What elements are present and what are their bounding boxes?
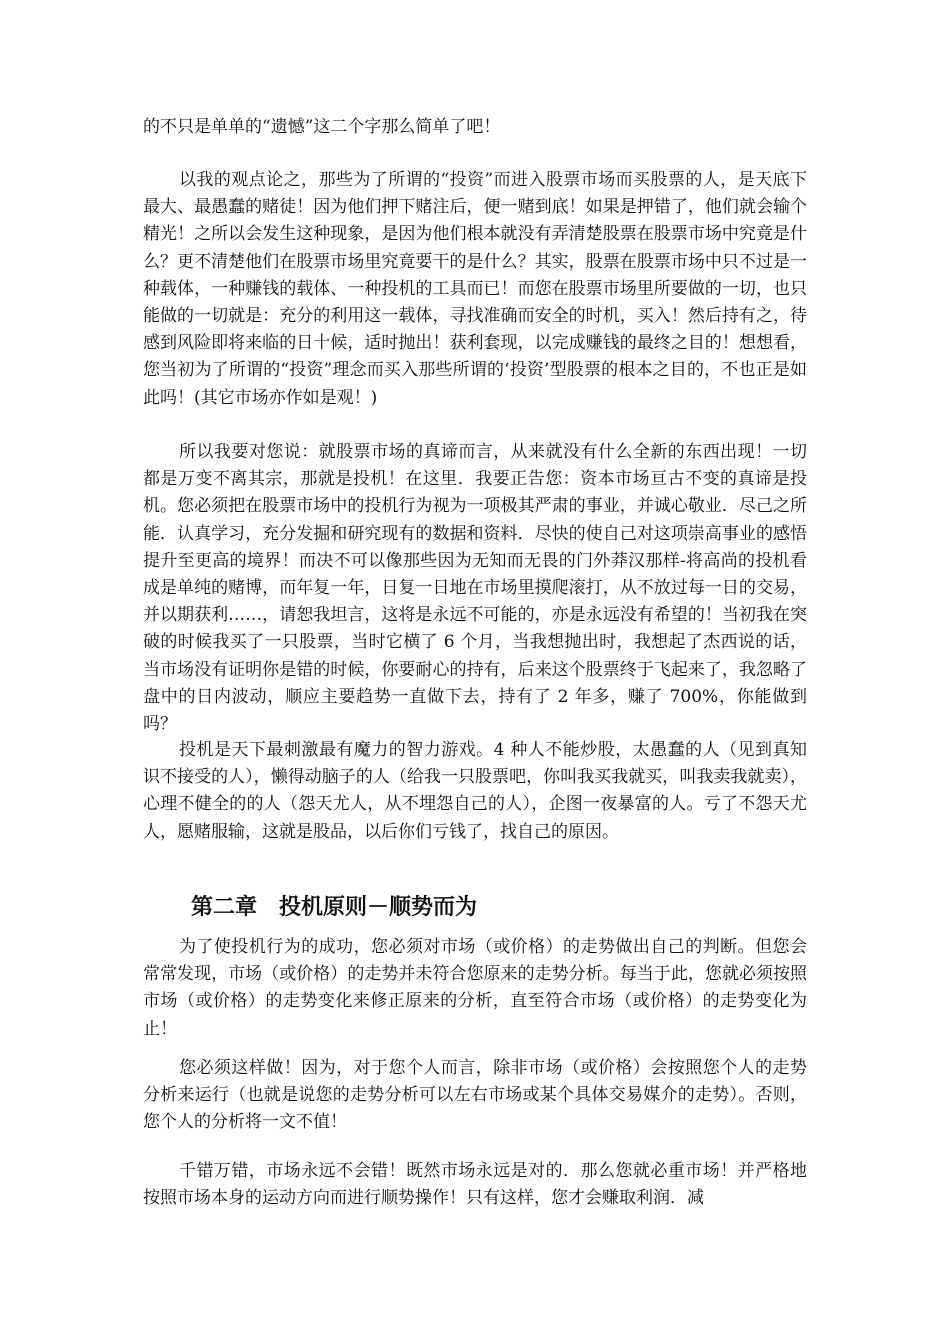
- paragraph-investment-view: 以我的观点论之，那些为了所谓的“投资”而进入股票市场而买股票的人，是天底下最大、最愚蠢的赌徒！因为他们押下赌注后，便一赌到底！如果是押错了，他们就会输个精光！之所以会发生这种现象，是因为他们根本就没有弄清楚股票在股票市场中究竟是什么？更不清楚他们在股票市场里究竟要干的是什么？其实，股票在股票市场中只不过是一种载体，一种赚钱的载体、一种投机的工具而已！而您在股票市场里所要做的一切，也只能做的一切就是：充分的利用这一载体，寻找准确而安全的时机，买入！然后持有之，待感到风险即将来临的日十候，适时抛出！获利套现，以完成赚钱的最终之目的！想想看，您当初为了所谓的“投资”理念而买入那些所谓的‘投资’型股票的根本之目的，不也正是如此吗！(其它市场亦作如是观！): [143, 170, 807, 408]
- paragraph-market-never-wrong: 千错万错，市场永远不会错！既然市场永远是对的．那么您就必重市场！并严格地按照市场本身的运动方向而进行顺势操作！只有这样，您才会赚取利润．减: [143, 1161, 807, 1209]
- paragraph-continuation: 的不只是单单的“遗憾”这二个字那么简单了吧！: [143, 117, 501, 137]
- chapter-heading: 第二章 投机原则－顺势而为: [191, 894, 478, 920]
- paragraph-speculation-game: 投机是天下最刺激最有魔力的智力游戏。4 种人不能炒股，太愚蠢的人（见到真知识不接受的人），懒得动脑子的人（给我一只股票吧，你叫我买我就买，叫我卖我就卖），心理不健全的的人（怨天尤人，从不埋怨自己的人），企图一夜暴富的人。亏了不怨天尤人，愿赌服输，这就是股品，以后你们亏钱了，找自己的原因。: [143, 740, 807, 842]
- paragraph-market-judgement: 为了使投机行为的成功，您必须对市场（或价格）的走势做出自己的判断。但您会常常发现，市场（或价格）的走势并未符合您原来的走势分析。每当于此，您就必须按照市场（或价格）的走势变化来修正原来的分析，直至符合市场（或价格）的走势变化为止！: [143, 937, 807, 1039]
- paragraph-must-follow-market: 您必须这样做！因为，对于您个人而言，除非市场（或价格）会按照您个人的走势分析来运行（也就是说您的走势分析可以左右市场或某个具体交易媒介的走势）。否则，您个人的分析将一文不值！: [143, 1058, 807, 1133]
- paragraph-speculation-essence: 所以我要对您说：就股票市场的真谛而言，从来就没有什么全新的东西出现！一切都是万变不离其宗，那就是投机！在这里．我要正告您：资本市场亘古不变的真谛是投机。您必须把在股票市场中的投机行为视为一项极其严肃的事业，并诚心敬业．尽己之所能．认真学习，充分发掘和研究现有的数据和资料．尽快的使自己对这项崇高事业的感悟提升至更高的境界！而决不可以像那些因为无知而无畏的门外莽汉那样-将高尚的投机看成是单纯的赌博，而年复一年，日复一日地在市场里摸爬滚打，从不放过每一日的交易，并以期获利……，请恕我坦言，这将是永远不可能的，亦是永远没有希望的！当初我在突破的时候我买了一只股票，当时它横了 6 个月，当我想抛出时，我想起了杰西说的话，当市场没有证明你是错的时候，你要耐心的持有，后来这个股票终于飞起来了，我忽略了盘中的日内波动，顺应主要趋势一直做下去，持有了 2 年多，赚了 700%，你能做到吗？: [143, 442, 807, 735]
